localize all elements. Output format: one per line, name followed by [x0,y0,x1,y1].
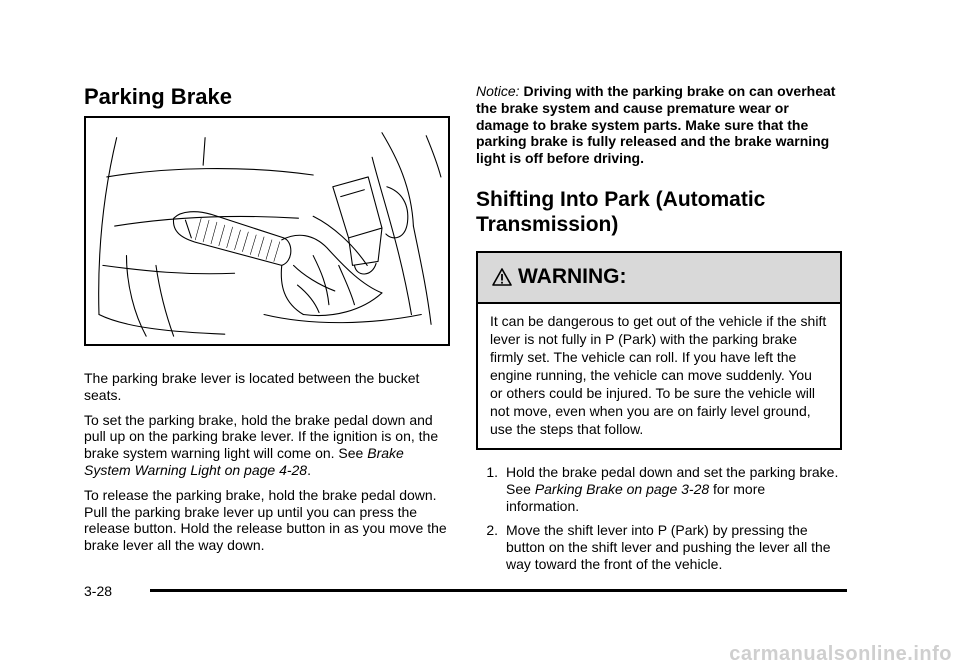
warning-label: WARNING: [518,265,627,289]
set-brake-period: . [307,461,311,478]
step-number: 1. [486,463,498,480]
list-item [476,522,842,572]
parking-brake-link[interactable]: Parking Brake on page 3-28 [534,480,710,497]
left-column [84,370,450,554]
step-text: Move the shift lever into P (Park) by pressing the button on the shift lever and pushing the lever all the way toward the front of the vehicle. [506,522,831,572]
warning-box [476,251,842,450]
warning-text: It can be dangerous to get out of the vehicle if the shift lever is not fully in P (Park) with the parking brake firmly set. The vehicle can roll. If you have left the engine running, the vehicle can move suddenly. You or others could be injured. To be sure the vehicle will not move, even when you are on fairly level ground, use the steps that follow. [490,312,827,437]
warning-header [478,253,840,304]
warning-triangle-icon [492,267,512,287]
section-title: Shifting Into Park (Automatic Transmission) [476,187,766,236]
set-brake-paragraph [84,412,450,479]
page-number: 3-28 [84,583,113,599]
notice-text: Driving with the parking brake on can overheat the brake system and cause premature wear or damage to brake system parts. Make sure that the parking brake is fully released and the brake warning light is off before driving. [476,83,836,167]
step-text-pre: Hold the brake pedal down and set the parking brake. See [506,463,839,497]
parking-brake-lever-drawing [86,118,448,344]
step-text [506,464,842,514]
notice-paragraph [476,83,842,167]
steps-list [476,464,842,573]
notice-label: Notice: [476,83,520,99]
parking-brake-illustration [84,116,450,346]
brake-warning-light-link[interactable]: Brake System Warning Light on page 4-28 [84,445,404,478]
set-brake-text: To set the parking brake, hold the brake pedal down and pull up on the parking brake lever. If the ignition is on, the brake system warning light will come on. See [84,411,439,462]
footer-rule [150,589,847,592]
step-number: 2. [486,522,498,539]
page-title: Parking Brake [84,84,232,109]
watermark: carmanualsonline.info [729,643,952,665]
release-brake-paragraph: To release the parking brake, hold the brake pedal down. Pull the parking brake lever up until you can press the release button. Hold the release button in as you move the brake lever all the way down. [84,486,447,554]
list-item [476,464,842,514]
step-text-post: for more information. [506,480,766,514]
location-paragraph: The parking brake lever is located between the bucket seats. [84,370,420,403]
right-column [476,83,842,573]
